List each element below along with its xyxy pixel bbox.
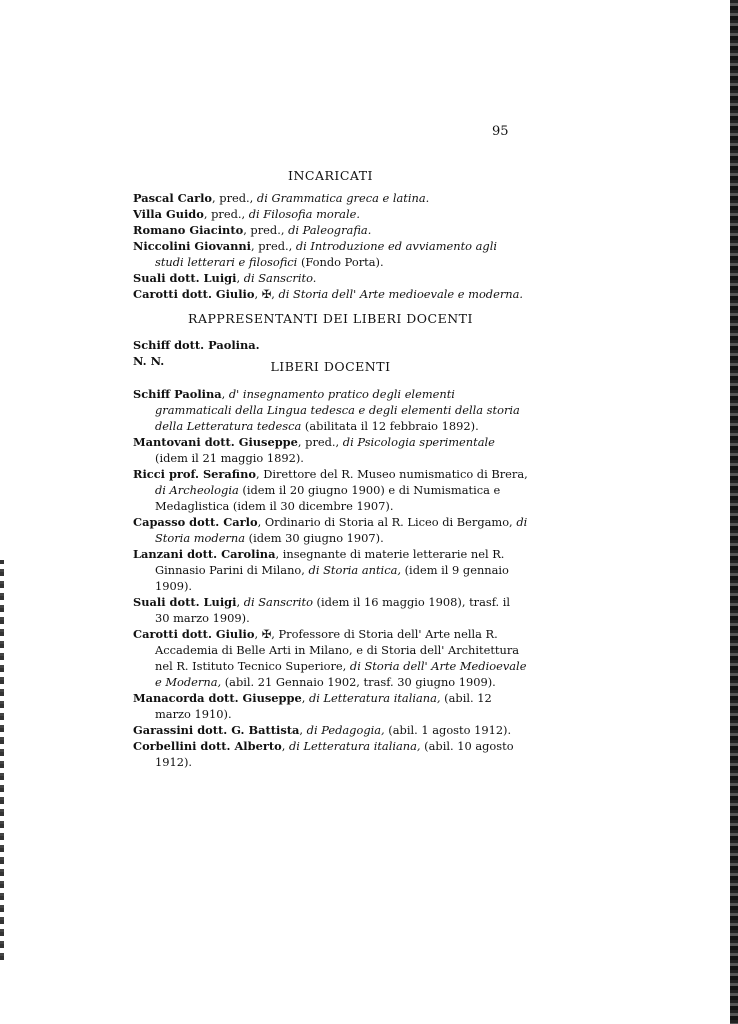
entry-name: Manacorda dott. Giuseppe bbox=[133, 691, 302, 705]
entry-role: , pred., bbox=[212, 191, 257, 205]
entry-role: , bbox=[236, 595, 244, 609]
entry bbox=[133, 594, 528, 626]
entry-role: , pred., bbox=[297, 435, 343, 449]
entry-name: Lanzani dott. Carolina bbox=[133, 547, 276, 561]
entry-role: , Direttore del R. Museo numismatico di Brera, bbox=[255, 467, 528, 481]
entry-subject: di Introduzione ed avviamento agli studi letterari e filosofici bbox=[155, 239, 498, 269]
entry bbox=[133, 722, 528, 738]
entry-role: , bbox=[236, 271, 244, 285]
entry-note: (idem 30 giugno 1907). bbox=[245, 531, 384, 545]
entry-subject: di Sanscrito bbox=[243, 595, 313, 609]
entry-note: (abil. 12 marzo 1910). bbox=[155, 691, 492, 721]
entry-subject: di Pedagogia, bbox=[306, 723, 385, 737]
section-heading: LIBERI DOCENTI bbox=[270, 359, 391, 374]
entry bbox=[133, 434, 528, 466]
section-heading: RAPPRESENTANTI DEI LIBERI DOCENTI bbox=[188, 311, 473, 326]
entry-name: Suali dott. Luigi bbox=[133, 595, 237, 609]
entry-note: (abil. 1 agosto 1912). bbox=[384, 723, 512, 737]
entry-subject: di Storia antica, bbox=[308, 563, 401, 577]
entry-role: , Ordinario di Storia al R. Liceo di Bergamo, bbox=[257, 515, 517, 529]
entry-role: , bbox=[299, 723, 307, 737]
entry-role: , bbox=[281, 739, 289, 753]
entry bbox=[133, 270, 528, 286]
document-page bbox=[133, 124, 528, 770]
entry bbox=[133, 514, 528, 546]
section-liberi-docenti bbox=[133, 359, 528, 770]
scan-edge-right bbox=[730, 0, 738, 1024]
entry-role: , bbox=[221, 387, 229, 401]
entry-subject: di Letteratura italiana, bbox=[288, 739, 421, 753]
entry-note: (abil. 21 Gennaio 1902, trasf. 30 giugno 1909). bbox=[221, 675, 496, 689]
entry-subject: di Archeologia bbox=[155, 483, 239, 497]
entry-name: Schiff dott. Paolina. bbox=[133, 338, 260, 352]
entry bbox=[133, 466, 528, 514]
entry-name: Romano Giacinto bbox=[133, 223, 244, 237]
entry-note: (Fondo Porta). bbox=[297, 255, 384, 269]
entry bbox=[133, 337, 528, 353]
entry bbox=[133, 386, 528, 434]
entry-subject: di Storia dell' Arte medioevale e moderna. bbox=[278, 287, 524, 301]
entry-name: Carotti dott. Giulio bbox=[133, 287, 255, 301]
entry-role: , ✠, Professore di Storia dell' Arte nella R. Accademia di Belle Arti in Milano, e di Storia dell' Architettura nel R. Istituto Tecnico Superiore, bbox=[155, 627, 520, 673]
entry-subject: di Grammatica greca e latina. bbox=[256, 191, 430, 205]
entry-name: Pascal Carlo bbox=[133, 191, 213, 205]
entry-name: Schiff Paolina bbox=[133, 387, 222, 401]
entries-incaricati bbox=[133, 190, 528, 302]
entry-subject: di Storia dell' Arte Medioevale e Moderna, bbox=[155, 659, 527, 689]
entry-name: Ricci prof. Serafino bbox=[133, 467, 256, 481]
entry-subject: di Letteratura italiana, bbox=[308, 691, 441, 705]
entry-name: Villa Guido bbox=[133, 207, 204, 221]
entry-name: Corbellini dott. Alberto bbox=[133, 739, 282, 753]
entry-name: N. N. bbox=[133, 354, 165, 368]
entry-subject: di Sanscrito. bbox=[243, 271, 317, 285]
entry bbox=[133, 286, 528, 302]
entry bbox=[133, 546, 528, 594]
entry-subject: di Psicologia sperimentale bbox=[342, 435, 495, 449]
entry bbox=[133, 626, 528, 690]
section-heading: INCARICATI bbox=[288, 168, 373, 183]
entry-subject: d' insegnamento pratico degli elementi grammaticali della Lingua tedesca e degli elementi della storia della Letteratura tedesca bbox=[155, 387, 520, 433]
entry-note: (abilitata il 12 febbraio 1892). bbox=[301, 419, 479, 433]
entry bbox=[133, 238, 528, 270]
entry-note: (idem il 16 maggio 1908), trasf. il 30 marzo 1909). bbox=[155, 595, 511, 625]
page-number: 95 bbox=[492, 124, 509, 139]
entry bbox=[133, 190, 528, 206]
entry-role: , pred., bbox=[250, 239, 296, 253]
entry-name: Niccolini Giovanni bbox=[133, 239, 251, 253]
entry-note: (idem il 20 giugno 1900) e di Numismatica e Medaglistica (idem il 30 dicembre 1907). bbox=[155, 483, 501, 513]
entry-role: , ✠, bbox=[254, 287, 279, 301]
entry-name: Carotti dott. Giulio bbox=[133, 627, 255, 641]
entry-subject: di Filosofia morale. bbox=[248, 207, 360, 221]
entry-name: Capasso dott. Carlo bbox=[133, 515, 258, 529]
entry-role: , pred., bbox=[203, 207, 249, 221]
entry-name: Garassini dott. G. Battista bbox=[133, 723, 300, 737]
entry-role: , pred., bbox=[243, 223, 289, 237]
entry-note: (abil. 10 agosto 1912). bbox=[155, 739, 514, 769]
entry bbox=[133, 206, 528, 222]
entry-role: , insegnante di materie letterarie nel R. Ginnasio Parini di Milano, bbox=[155, 547, 505, 577]
entry-name: Suali dott. Luigi bbox=[133, 271, 237, 285]
entry-role: , bbox=[301, 691, 309, 705]
entry-note: (idem il 21 maggio 1892). bbox=[155, 451, 304, 465]
entry bbox=[133, 690, 528, 722]
entry-note: (idem il 9 gennaio 1909). bbox=[155, 563, 509, 593]
scan-edge-left bbox=[0, 560, 4, 960]
entry-name: Mantovani dott. Giuseppe bbox=[133, 435, 298, 449]
entry bbox=[133, 222, 528, 238]
entry bbox=[133, 738, 528, 770]
entry-subject: di Storia moderna bbox=[155, 515, 528, 545]
entries-liberi-docenti bbox=[133, 386, 528, 770]
section-incaricati bbox=[133, 168, 528, 302]
entry-subject: di Paleografia. bbox=[288, 223, 372, 237]
